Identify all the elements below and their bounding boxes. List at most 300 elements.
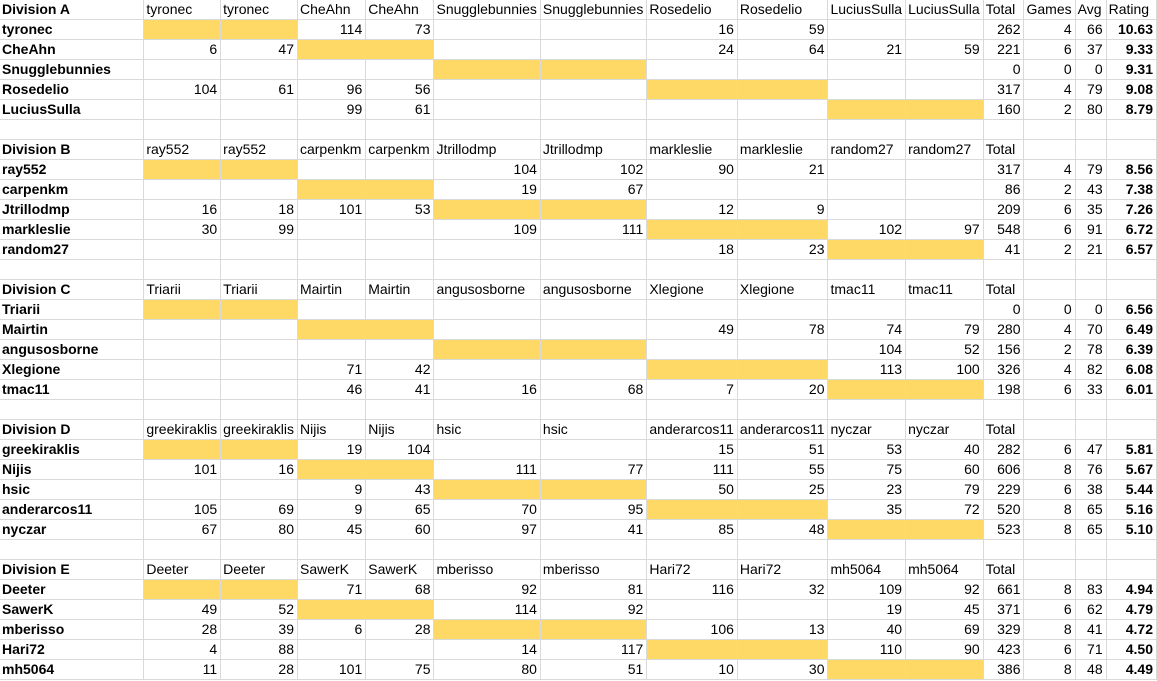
total-cell[interactable]: 386 bbox=[983, 660, 1024, 680]
score-cell[interactable] bbox=[366, 240, 434, 260]
empty-cell[interactable] bbox=[906, 540, 984, 560]
score-cell[interactable]: 114 bbox=[434, 600, 540, 620]
score-cell[interactable] bbox=[221, 320, 298, 340]
score-cell[interactable]: 51 bbox=[737, 440, 828, 460]
score-cell[interactable]: 14 bbox=[434, 640, 540, 660]
score-cell[interactable]: 9 bbox=[737, 200, 828, 220]
self-match-cell[interactable] bbox=[221, 440, 298, 460]
score-cell[interactable] bbox=[647, 340, 738, 360]
empty-cell[interactable] bbox=[1024, 420, 1075, 440]
score-cell[interactable]: 28 bbox=[221, 660, 298, 680]
score-cell[interactable]: 90 bbox=[647, 160, 738, 180]
games-cell[interactable]: 2 bbox=[1024, 180, 1075, 200]
score-cell[interactable] bbox=[434, 20, 540, 40]
opponent-header-cell[interactable]: LuciusSulla bbox=[828, 0, 906, 20]
score-cell[interactable] bbox=[221, 240, 298, 260]
opponent-header-cell[interactable]: mberisso bbox=[540, 560, 646, 580]
avg-cell[interactable]: 91 bbox=[1075, 220, 1106, 240]
score-cell[interactable]: 71 bbox=[297, 360, 365, 380]
rating-header-cell[interactable]: Rating bbox=[1106, 0, 1156, 20]
opponent-header-cell[interactable]: markleslie bbox=[737, 140, 828, 160]
rating-cell[interactable]: 4.94 bbox=[1106, 580, 1156, 600]
score-cell[interactable]: 64 bbox=[737, 40, 828, 60]
empty-cell[interactable] bbox=[1024, 560, 1075, 580]
score-cell[interactable]: 69 bbox=[906, 620, 984, 640]
score-cell[interactable]: 92 bbox=[434, 580, 540, 600]
score-cell[interactable] bbox=[906, 60, 984, 80]
score-cell[interactable] bbox=[297, 160, 365, 180]
avg-cell[interactable]: 0 bbox=[1075, 60, 1106, 80]
empty-cell[interactable] bbox=[144, 120, 221, 140]
avg-cell[interactable]: 43 bbox=[1075, 180, 1106, 200]
score-cell[interactable] bbox=[540, 320, 646, 340]
score-cell[interactable]: 50 bbox=[647, 480, 738, 500]
score-cell[interactable] bbox=[221, 380, 298, 400]
self-match-cell[interactable] bbox=[297, 40, 365, 60]
total-cell[interactable]: 280 bbox=[983, 320, 1024, 340]
self-match-cell[interactable] bbox=[737, 640, 828, 660]
total-cell[interactable]: 317 bbox=[983, 160, 1024, 180]
rating-cell[interactable]: 6.39 bbox=[1106, 340, 1156, 360]
score-cell[interactable]: 13 bbox=[737, 620, 828, 640]
score-cell[interactable]: 105 bbox=[144, 500, 221, 520]
empty-cell[interactable] bbox=[1106, 540, 1156, 560]
score-cell[interactable]: 45 bbox=[906, 600, 984, 620]
empty-cell[interactable] bbox=[647, 400, 738, 420]
empty-cell[interactable] bbox=[297, 260, 365, 280]
total-cell[interactable]: 0 bbox=[983, 300, 1024, 320]
score-cell[interactable]: 47 bbox=[221, 40, 298, 60]
score-cell[interactable]: 39 bbox=[221, 620, 298, 640]
total-cell[interactable]: 41 bbox=[983, 240, 1024, 260]
self-match-cell[interactable] bbox=[737, 500, 828, 520]
empty-cell[interactable] bbox=[540, 400, 646, 420]
score-cell[interactable]: 16 bbox=[221, 460, 298, 480]
score-cell[interactable] bbox=[144, 480, 221, 500]
opponent-header-cell[interactable]: anderarcos11 bbox=[647, 420, 738, 440]
score-cell[interactable]: 100 bbox=[906, 360, 984, 380]
score-cell[interactable]: 104 bbox=[434, 160, 540, 180]
score-cell[interactable]: 53 bbox=[828, 440, 906, 460]
games-cell[interactable]: 8 bbox=[1024, 520, 1075, 540]
rating-cell[interactable]: 9.33 bbox=[1106, 40, 1156, 60]
self-match-cell[interactable] bbox=[906, 520, 984, 540]
score-cell[interactable]: 79 bbox=[906, 480, 984, 500]
self-match-cell[interactable] bbox=[647, 220, 738, 240]
self-match-cell[interactable] bbox=[366, 320, 434, 340]
rating-cell[interactable]: 9.31 bbox=[1106, 60, 1156, 80]
score-cell[interactable]: 68 bbox=[540, 380, 646, 400]
rating-cell[interactable]: 4.50 bbox=[1106, 640, 1156, 660]
opponent-header-cell[interactable]: Nijis bbox=[366, 420, 434, 440]
score-cell[interactable]: 102 bbox=[828, 220, 906, 240]
score-cell[interactable]: 75 bbox=[828, 460, 906, 480]
empty-cell[interactable] bbox=[906, 260, 984, 280]
opponent-header-cell[interactable]: Mairtin bbox=[366, 280, 434, 300]
opponent-header-cell[interactable]: hsic bbox=[540, 420, 646, 440]
score-cell[interactable] bbox=[297, 640, 365, 660]
games-cell[interactable]: 8 bbox=[1024, 580, 1075, 600]
self-match-cell[interactable] bbox=[906, 380, 984, 400]
score-cell[interactable] bbox=[297, 340, 365, 360]
total-cell[interactable]: 523 bbox=[983, 520, 1024, 540]
score-cell[interactable] bbox=[906, 80, 984, 100]
opponent-header-cell[interactable]: Triarii bbox=[221, 280, 298, 300]
empty-cell[interactable] bbox=[983, 540, 1024, 560]
empty-cell[interactable] bbox=[144, 540, 221, 560]
empty-cell[interactable] bbox=[540, 540, 646, 560]
score-cell[interactable]: 60 bbox=[366, 520, 434, 540]
rating-cell[interactable]: 5.16 bbox=[1106, 500, 1156, 520]
player-name-cell[interactable]: Nijis bbox=[0, 460, 144, 480]
score-cell[interactable]: 18 bbox=[647, 240, 738, 260]
games-cell[interactable]: 6 bbox=[1024, 200, 1075, 220]
player-name-cell[interactable]: Snugglebunnies bbox=[0, 60, 144, 80]
self-match-cell[interactable] bbox=[144, 580, 221, 600]
score-cell[interactable] bbox=[737, 300, 828, 320]
total-cell[interactable]: 209 bbox=[983, 200, 1024, 220]
opponent-header-cell[interactable]: Nijis bbox=[297, 420, 365, 440]
empty-cell[interactable] bbox=[1075, 280, 1106, 300]
opponent-header-cell[interactable]: markleslie bbox=[647, 140, 738, 160]
empty-cell[interactable] bbox=[434, 260, 540, 280]
score-cell[interactable]: 67 bbox=[144, 520, 221, 540]
games-cell[interactable]: 4 bbox=[1024, 20, 1075, 40]
games-cell[interactable]: 6 bbox=[1024, 480, 1075, 500]
score-cell[interactable] bbox=[828, 20, 906, 40]
player-name-cell[interactable]: SawerK bbox=[0, 600, 144, 620]
score-cell[interactable] bbox=[366, 160, 434, 180]
player-name-cell[interactable]: greekiraklis bbox=[0, 440, 144, 460]
score-cell[interactable]: 4 bbox=[144, 640, 221, 660]
rating-cell[interactable]: 6.01 bbox=[1106, 380, 1156, 400]
avg-cell[interactable]: 76 bbox=[1075, 460, 1106, 480]
score-cell[interactable]: 23 bbox=[737, 240, 828, 260]
games-cell[interactable]: 6 bbox=[1024, 600, 1075, 620]
self-match-cell[interactable] bbox=[144, 160, 221, 180]
score-cell[interactable]: 24 bbox=[647, 40, 738, 60]
empty-cell[interactable] bbox=[366, 400, 434, 420]
score-cell[interactable]: 42 bbox=[366, 360, 434, 380]
score-cell[interactable]: 20 bbox=[737, 380, 828, 400]
total-cell[interactable]: 520 bbox=[983, 500, 1024, 520]
self-match-cell[interactable] bbox=[828, 240, 906, 260]
score-cell[interactable]: 114 bbox=[297, 20, 365, 40]
total-cell[interactable]: 317 bbox=[983, 80, 1024, 100]
score-cell[interactable] bbox=[540, 440, 646, 460]
player-name-cell[interactable]: Hari72 bbox=[0, 640, 144, 660]
opponent-header-cell[interactable]: tyronec bbox=[144, 0, 221, 20]
score-cell[interactable] bbox=[906, 180, 984, 200]
score-cell[interactable] bbox=[540, 80, 646, 100]
score-cell[interactable]: 59 bbox=[906, 40, 984, 60]
total-header-cell[interactable]: Total bbox=[983, 280, 1024, 300]
total-header-cell[interactable]: Total bbox=[983, 560, 1024, 580]
opponent-header-cell[interactable]: anderarcos11 bbox=[737, 420, 828, 440]
opponent-header-cell[interactable]: greekiraklis bbox=[221, 420, 298, 440]
empty-cell[interactable] bbox=[221, 120, 298, 140]
score-cell[interactable] bbox=[737, 100, 828, 120]
player-name-cell[interactable]: markleslie bbox=[0, 220, 144, 240]
score-cell[interactable]: 45 bbox=[297, 520, 365, 540]
score-cell[interactable] bbox=[366, 300, 434, 320]
empty-cell[interactable] bbox=[737, 260, 828, 280]
opponent-header-cell[interactable]: tyronec bbox=[221, 0, 298, 20]
rating-cell[interactable]: 5.10 bbox=[1106, 520, 1156, 540]
score-cell[interactable]: 35 bbox=[828, 500, 906, 520]
rating-cell[interactable]: 8.56 bbox=[1106, 160, 1156, 180]
rating-cell[interactable]: 4.79 bbox=[1106, 600, 1156, 620]
self-match-cell[interactable] bbox=[540, 340, 646, 360]
score-cell[interactable]: 85 bbox=[647, 520, 738, 540]
score-cell[interactable]: 80 bbox=[221, 520, 298, 540]
empty-cell[interactable] bbox=[0, 260, 144, 280]
opponent-header-cell[interactable]: nyczar bbox=[828, 420, 906, 440]
score-cell[interactable]: 72 bbox=[906, 500, 984, 520]
total-cell[interactable]: 229 bbox=[983, 480, 1024, 500]
score-cell[interactable]: 46 bbox=[297, 380, 365, 400]
score-cell[interactable]: 52 bbox=[221, 600, 298, 620]
score-cell[interactable]: 101 bbox=[144, 460, 221, 480]
score-cell[interactable]: 95 bbox=[540, 500, 646, 520]
score-cell[interactable] bbox=[434, 100, 540, 120]
self-match-cell[interactable] bbox=[144, 300, 221, 320]
games-cell[interactable]: 4 bbox=[1024, 160, 1075, 180]
score-cell[interactable]: 99 bbox=[221, 220, 298, 240]
self-match-cell[interactable] bbox=[828, 380, 906, 400]
player-name-cell[interactable]: Deeter bbox=[0, 580, 144, 600]
score-cell[interactable] bbox=[737, 60, 828, 80]
score-cell[interactable] bbox=[297, 240, 365, 260]
score-cell[interactable] bbox=[647, 100, 738, 120]
opponent-header-cell[interactable]: Hari72 bbox=[737, 560, 828, 580]
player-name-cell[interactable]: tmac11 bbox=[0, 380, 144, 400]
score-cell[interactable]: 113 bbox=[828, 360, 906, 380]
avg-cell[interactable]: 71 bbox=[1075, 640, 1106, 660]
empty-cell[interactable] bbox=[221, 540, 298, 560]
score-cell[interactable]: 12 bbox=[647, 200, 738, 220]
empty-cell[interactable] bbox=[1075, 260, 1106, 280]
total-header-cell[interactable]: Total bbox=[983, 420, 1024, 440]
score-cell[interactable]: 49 bbox=[144, 600, 221, 620]
self-match-cell[interactable] bbox=[540, 200, 646, 220]
rating-cell[interactable]: 5.44 bbox=[1106, 480, 1156, 500]
score-cell[interactable] bbox=[540, 100, 646, 120]
opponent-header-cell[interactable]: Snugglebunnies bbox=[434, 0, 540, 20]
score-cell[interactable]: 16 bbox=[434, 380, 540, 400]
opponent-header-cell[interactable]: angusosborne bbox=[540, 280, 646, 300]
score-cell[interactable] bbox=[366, 220, 434, 240]
avg-cell[interactable]: 21 bbox=[1075, 240, 1106, 260]
score-cell[interactable]: 52 bbox=[906, 340, 984, 360]
empty-cell[interactable] bbox=[983, 400, 1024, 420]
opponent-header-cell[interactable]: random27 bbox=[828, 140, 906, 160]
opponent-header-cell[interactable]: SawerK bbox=[366, 560, 434, 580]
score-cell[interactable]: 101 bbox=[297, 660, 365, 680]
empty-cell[interactable] bbox=[434, 540, 540, 560]
self-match-cell[interactable] bbox=[647, 640, 738, 660]
score-cell[interactable]: 73 bbox=[366, 20, 434, 40]
opponent-header-cell[interactable]: Rosedelio bbox=[737, 0, 828, 20]
self-match-cell[interactable] bbox=[540, 480, 646, 500]
score-cell[interactable] bbox=[366, 340, 434, 360]
empty-cell[interactable] bbox=[0, 540, 144, 560]
empty-cell[interactable] bbox=[366, 260, 434, 280]
empty-cell[interactable] bbox=[828, 260, 906, 280]
empty-cell[interactable] bbox=[366, 540, 434, 560]
score-cell[interactable] bbox=[434, 40, 540, 60]
score-cell[interactable]: 16 bbox=[144, 200, 221, 220]
score-cell[interactable]: 67 bbox=[540, 180, 646, 200]
score-cell[interactable]: 117 bbox=[540, 640, 646, 660]
empty-cell[interactable] bbox=[1024, 140, 1075, 160]
score-cell[interactable] bbox=[647, 60, 738, 80]
empty-cell[interactable] bbox=[1024, 260, 1075, 280]
avg-cell[interactable]: 83 bbox=[1075, 580, 1106, 600]
games-cell[interactable]: 4 bbox=[1024, 320, 1075, 340]
avg-cell[interactable]: 65 bbox=[1075, 500, 1106, 520]
score-cell[interactable] bbox=[828, 180, 906, 200]
score-cell[interactable]: 78 bbox=[737, 320, 828, 340]
player-name-cell[interactable]: LuciusSulla bbox=[0, 100, 144, 120]
games-cell[interactable]: 8 bbox=[1024, 460, 1075, 480]
opponent-header-cell[interactable]: nyczar bbox=[906, 420, 984, 440]
avg-cell[interactable]: 35 bbox=[1075, 200, 1106, 220]
self-match-cell[interactable] bbox=[737, 80, 828, 100]
score-cell[interactable]: 19 bbox=[828, 600, 906, 620]
opponent-header-cell[interactable]: mh5064 bbox=[906, 560, 984, 580]
score-cell[interactable] bbox=[737, 340, 828, 360]
score-cell[interactable] bbox=[144, 60, 221, 80]
self-match-cell[interactable] bbox=[540, 620, 646, 640]
score-cell[interactable] bbox=[434, 240, 540, 260]
score-cell[interactable] bbox=[297, 220, 365, 240]
score-cell[interactable] bbox=[647, 180, 738, 200]
self-match-cell[interactable] bbox=[737, 220, 828, 240]
games-cell[interactable]: 6 bbox=[1024, 640, 1075, 660]
score-cell[interactable] bbox=[647, 300, 738, 320]
score-cell[interactable]: 65 bbox=[366, 500, 434, 520]
score-cell[interactable] bbox=[297, 300, 365, 320]
total-cell[interactable]: 606 bbox=[983, 460, 1024, 480]
score-cell[interactable]: 25 bbox=[737, 480, 828, 500]
score-cell[interactable]: 15 bbox=[647, 440, 738, 460]
score-cell[interactable]: 104 bbox=[366, 440, 434, 460]
empty-cell[interactable] bbox=[647, 540, 738, 560]
score-cell[interactable]: 97 bbox=[906, 220, 984, 240]
opponent-header-cell[interactable]: carpenkm bbox=[297, 140, 365, 160]
games-cell[interactable]: 6 bbox=[1024, 440, 1075, 460]
rating-cell[interactable]: 4.49 bbox=[1106, 660, 1156, 680]
score-cell[interactable]: 30 bbox=[737, 660, 828, 680]
empty-cell[interactable] bbox=[221, 260, 298, 280]
total-cell[interactable]: 326 bbox=[983, 360, 1024, 380]
avg-cell[interactable]: 70 bbox=[1075, 320, 1106, 340]
total-cell[interactable]: 371 bbox=[983, 600, 1024, 620]
opponent-header-cell[interactable]: Rosedelio bbox=[647, 0, 738, 20]
score-cell[interactable]: 60 bbox=[906, 460, 984, 480]
score-cell[interactable]: 79 bbox=[906, 320, 984, 340]
score-cell[interactable] bbox=[540, 300, 646, 320]
empty-cell[interactable] bbox=[1024, 540, 1075, 560]
opponent-header-cell[interactable]: hsic bbox=[434, 420, 540, 440]
rating-cell[interactable]: 9.08 bbox=[1106, 80, 1156, 100]
empty-cell[interactable] bbox=[1106, 120, 1156, 140]
player-name-cell[interactable]: CheAhn bbox=[0, 40, 144, 60]
self-match-cell[interactable] bbox=[906, 660, 984, 680]
score-cell[interactable]: 7 bbox=[647, 380, 738, 400]
score-cell[interactable] bbox=[144, 240, 221, 260]
self-match-cell[interactable] bbox=[434, 620, 540, 640]
games-cell[interactable]: 6 bbox=[1024, 220, 1075, 240]
games-cell[interactable]: 4 bbox=[1024, 360, 1075, 380]
opponent-header-cell[interactable]: Hari72 bbox=[647, 560, 738, 580]
empty-cell[interactable] bbox=[297, 400, 365, 420]
score-cell[interactable]: 9 bbox=[297, 500, 365, 520]
games-cell[interactable]: 8 bbox=[1024, 500, 1075, 520]
score-cell[interactable]: 70 bbox=[434, 500, 540, 520]
self-match-cell[interactable] bbox=[144, 20, 221, 40]
opponent-header-cell[interactable]: greekiraklis bbox=[144, 420, 221, 440]
total-cell[interactable]: 198 bbox=[983, 380, 1024, 400]
empty-cell[interactable] bbox=[1075, 560, 1106, 580]
score-cell[interactable] bbox=[540, 240, 646, 260]
player-name-cell[interactable]: carpenkm bbox=[0, 180, 144, 200]
empty-cell[interactable] bbox=[1075, 400, 1106, 420]
empty-cell[interactable] bbox=[1075, 420, 1106, 440]
score-cell[interactable] bbox=[434, 320, 540, 340]
avg-cell[interactable]: 65 bbox=[1075, 520, 1106, 540]
self-match-cell[interactable] bbox=[297, 180, 365, 200]
score-cell[interactable] bbox=[828, 300, 906, 320]
score-cell[interactable] bbox=[906, 160, 984, 180]
player-name-cell[interactable]: ray552 bbox=[0, 160, 144, 180]
self-match-cell[interactable] bbox=[906, 100, 984, 120]
empty-cell[interactable] bbox=[434, 120, 540, 140]
empty-cell[interactable] bbox=[540, 120, 646, 140]
opponent-header-cell[interactable]: Jtrillodmp bbox=[434, 140, 540, 160]
score-cell[interactable]: 111 bbox=[434, 460, 540, 480]
avg-cell[interactable]: 82 bbox=[1075, 360, 1106, 380]
self-match-cell[interactable] bbox=[366, 180, 434, 200]
opponent-header-cell[interactable]: mh5064 bbox=[828, 560, 906, 580]
player-name-cell[interactable]: Mairtin bbox=[0, 320, 144, 340]
total-cell[interactable]: 160 bbox=[983, 100, 1024, 120]
rating-cell[interactable]: 7.26 bbox=[1106, 200, 1156, 220]
score-cell[interactable] bbox=[144, 100, 221, 120]
score-cell[interactable] bbox=[366, 60, 434, 80]
opponent-header-cell[interactable]: random27 bbox=[906, 140, 984, 160]
opponent-header-cell[interactable]: tmac11 bbox=[906, 280, 984, 300]
games-cell[interactable]: 6 bbox=[1024, 380, 1075, 400]
score-cell[interactable]: 28 bbox=[366, 620, 434, 640]
score-cell[interactable] bbox=[828, 80, 906, 100]
score-cell[interactable] bbox=[434, 440, 540, 460]
score-cell[interactable] bbox=[366, 640, 434, 660]
score-cell[interactable]: 111 bbox=[540, 220, 646, 240]
score-cell[interactable]: 59 bbox=[737, 20, 828, 40]
self-match-cell[interactable] bbox=[737, 360, 828, 380]
score-cell[interactable] bbox=[737, 180, 828, 200]
empty-cell[interactable] bbox=[1106, 280, 1156, 300]
self-match-cell[interactable] bbox=[828, 660, 906, 680]
score-cell[interactable]: 21 bbox=[828, 40, 906, 60]
score-cell[interactable]: 6 bbox=[144, 40, 221, 60]
score-cell[interactable] bbox=[434, 80, 540, 100]
player-name-cell[interactable]: hsic bbox=[0, 480, 144, 500]
opponent-header-cell[interactable]: SawerK bbox=[297, 560, 365, 580]
score-cell[interactable]: 40 bbox=[906, 440, 984, 460]
